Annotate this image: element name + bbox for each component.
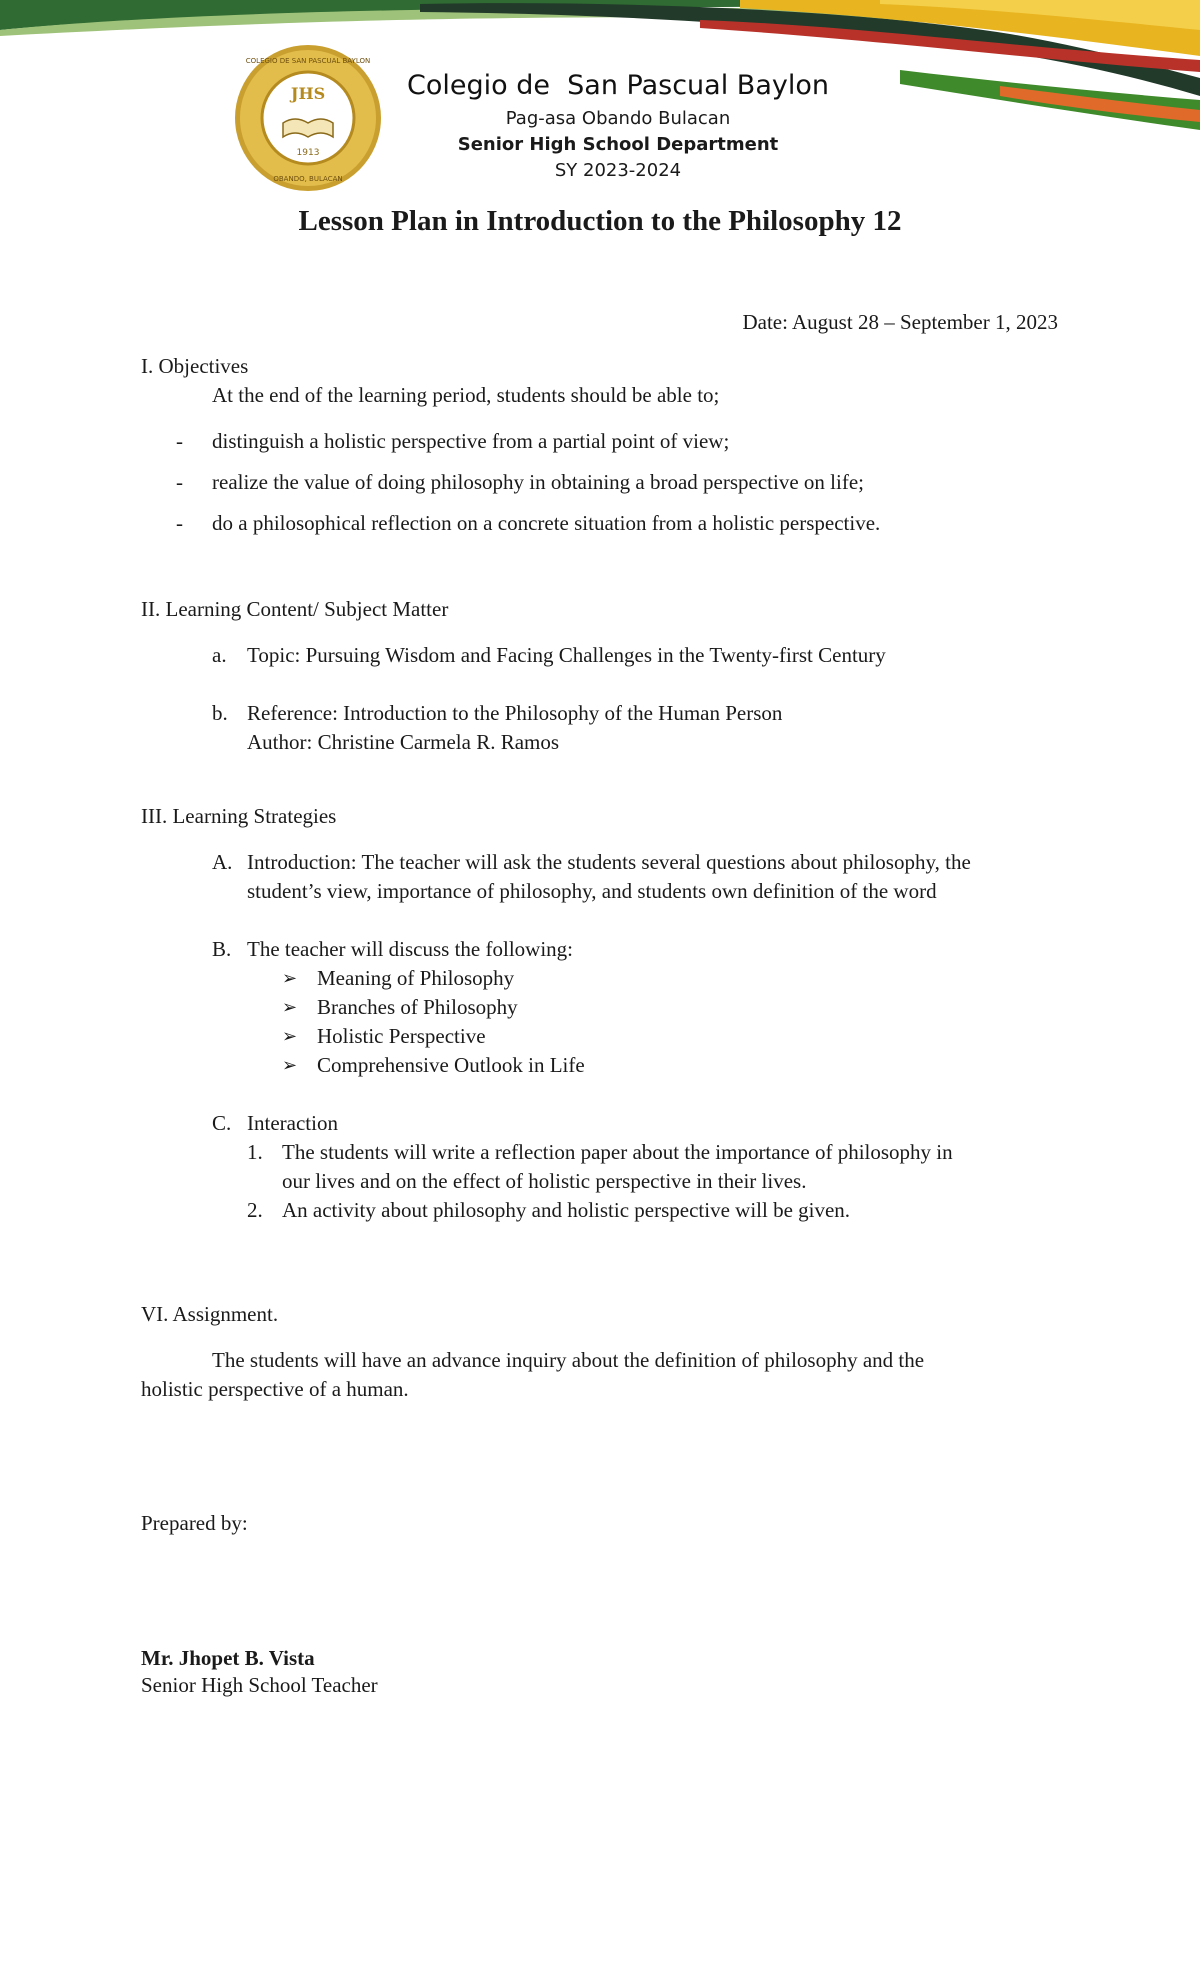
list-item: distinguish a holistic perspective from a partial point of view; xyxy=(212,429,730,453)
strategy-b-text: The teacher will discuss the following: xyxy=(247,937,574,961)
interaction-2-label: 2. xyxy=(247,1198,263,1222)
school-name: Colegio de San Pascual Baylon xyxy=(407,70,829,101)
bullet-dash: - xyxy=(176,429,183,453)
interaction-1-label: 1. xyxy=(247,1140,263,1164)
strategies-heading: III. Learning Strategies xyxy=(141,804,337,828)
strategy-c-label: C. xyxy=(212,1111,232,1135)
author-text: Author: Christine Carmela R. Ramos xyxy=(247,730,560,754)
school-address: Pag-asa Obando Bulacan xyxy=(505,108,731,130)
teacher-name: Mr. Jhopet B. Vista xyxy=(141,1646,315,1670)
list-item: realize the value of doing philosophy in obtaining a broad perspective on life; xyxy=(212,470,864,494)
prepared-by-label: Prepared by: xyxy=(141,1511,248,1535)
content-heading: II. Learning Content/ Subject Matter xyxy=(141,597,449,621)
assignment-line2: holistic perspective of a human. xyxy=(141,1377,409,1401)
list-item: Comprehensive Outlook in Life xyxy=(317,1053,585,1077)
topic-label: a. xyxy=(212,643,227,667)
reference-label: b. xyxy=(212,701,228,725)
interaction-2-text: An activity about philosophy and holistic perspective will be given. xyxy=(282,1198,851,1222)
school-year: SY 2023-2024 xyxy=(554,159,682,181)
lesson-date: Date: August 28 – September 1, 2023 xyxy=(742,310,1058,334)
arrow-bullet-icon: ➢ xyxy=(282,997,298,1018)
bullet-dash: - xyxy=(176,470,183,494)
assignment-heading: VI. Assignment. xyxy=(141,1302,279,1326)
school-department: Senior High School Department xyxy=(457,133,779,155)
interaction-1-line2: our lives and on the effect of holistic perspective in their lives. xyxy=(282,1169,807,1193)
interaction-1-line1: The students will write a reflection paper about the importance of philosophy in xyxy=(282,1140,953,1164)
topic-text: Topic: Pursuing Wisdom and Facing Challenges in the Twenty-first Century xyxy=(247,643,886,667)
assignment-line1: The students will have an advance inquiry about the definition of philosophy and the xyxy=(212,1348,925,1372)
list-item: Holistic Perspective xyxy=(317,1024,486,1048)
svg-text:JHS: JHS xyxy=(290,84,326,103)
objectives-heading: I. Objectives xyxy=(141,354,249,378)
list-item: Branches of Philosophy xyxy=(317,995,518,1019)
arrow-bullet-icon: ➢ xyxy=(282,1026,298,1047)
strategy-a-label: A. xyxy=(212,850,233,874)
bullet-dash: - xyxy=(176,511,183,535)
svg-text:OBANDO, BULACAN: OBANDO, BULACAN xyxy=(273,175,343,183)
list-item: do a philosophical reflection on a concrete situation from a holistic perspective. xyxy=(212,511,881,535)
strategy-b-label: B. xyxy=(212,937,232,961)
reference-text: Reference: Introduction to the Philosophy of the Human Person xyxy=(247,701,783,725)
arrow-bullet-icon: ➢ xyxy=(282,968,298,989)
svg-text:1913: 1913 xyxy=(296,148,320,158)
strategy-a-line2: student’s view, importance of philosophy, and students own definition of the word xyxy=(247,879,937,903)
school-header xyxy=(0,70,1200,181)
document-title: Lesson Plan in Introduction to the Philosophy 12 xyxy=(298,205,902,237)
objectives-intro: At the end of the learning period, students should be able to; xyxy=(212,383,720,407)
teacher-role: Senior High School Teacher xyxy=(141,1673,378,1697)
strategy-a-line1: Introduction: The teacher will ask the students several questions about philosophy, the xyxy=(247,850,971,874)
list-item: Meaning of Philosophy xyxy=(317,966,515,990)
arrow-bullet-icon: ➢ xyxy=(282,1055,298,1076)
svg-text:COLEGIO DE SAN PASCUAL BAYLON: COLEGIO DE SAN PASCUAL BAYLON xyxy=(245,57,371,65)
strategy-c-text: Interaction xyxy=(247,1111,338,1135)
